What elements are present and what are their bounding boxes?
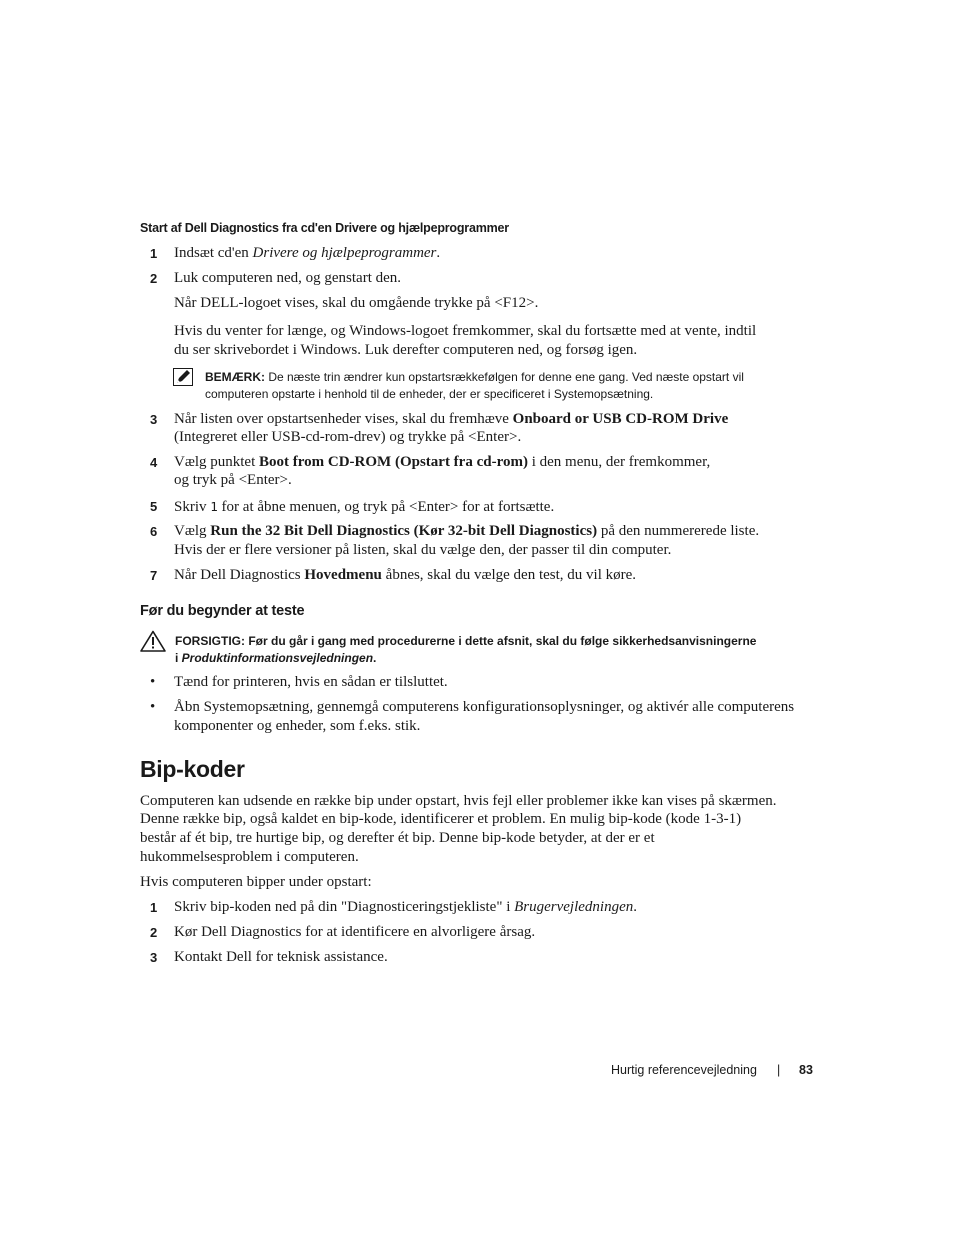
step-text: Luk computeren ned, og genstart den. bbox=[174, 270, 402, 286]
bullet-marker: • bbox=[150, 674, 156, 690]
step-number: 1 bbox=[150, 900, 158, 915]
paragraph: Hvis du venter for længe, og Windows-logoet fremkommer, skal du fortsætte med at vente, indtil bbox=[174, 323, 757, 339]
pencil-note-icon bbox=[173, 368, 193, 386]
step-text: Hvis der er flere versioner på listen, skal du vælge den, der passer til din computer. bbox=[174, 542, 672, 558]
section-heading-beep-codes: Bip-koder bbox=[140, 756, 245, 782]
section-heading-before-testing: Før du begynder at teste bbox=[140, 603, 305, 619]
note-text: BEMÆRK: De næste trin ændrer kun opstartsrækkefølgen for denne ene gang. Ved næste opstart vil bbox=[205, 370, 744, 384]
step-text: Vælg punktet Boot from CD-ROM (Opstart fra cd-rom) i den menu, der fremkommer, bbox=[174, 454, 711, 470]
step-number: 6 bbox=[150, 524, 158, 539]
note-text: computeren opstarte i henhold til de enheder, der er specificeret i Systemopsætning. bbox=[205, 387, 654, 401]
footer-title: Hurtig referencevejledning bbox=[611, 1063, 757, 1077]
paragraph: du ser skrivebordet i Windows. Luk derefter computeren ned, og forsøg igen. bbox=[174, 342, 638, 358]
step-number: 2 bbox=[150, 925, 158, 940]
step-text: Vælg Run the 32 Bit Dell Diagnostics (Kør 32-bit Dell Diagnostics) på den nummererede liste. bbox=[174, 523, 760, 539]
step-text: Når listen over opstartsenheder vises, skal du fremhæve Onboard or USB CD-ROM Drive bbox=[174, 411, 729, 427]
step-number: 3 bbox=[150, 412, 158, 427]
step-text: Kør Dell Diagnostics for at identificere en alvorligere årsag. bbox=[174, 924, 536, 940]
caution-text: FORSIGTIG: Før du går i gang med procedurerne i dette afsnit, skal du følge sikkerhedsanvisningerne bbox=[175, 634, 757, 648]
step-number: 1 bbox=[150, 246, 158, 261]
section-heading-start-diagnostics: Start af Dell Diagnostics fra cd'en Drivere og hjælpeprogrammer bbox=[140, 221, 509, 235]
step-number: 2 bbox=[150, 271, 158, 286]
paragraph: Hvis computeren bipper under opstart: bbox=[140, 874, 372, 890]
step-text: (Integreret eller USB-cd-rom-drev) og trykke på <Enter>. bbox=[174, 429, 522, 445]
paragraph: Denne række bip, også kaldet en bip-kode, identificerer et problem. En mulig bip-kode (kode 1-3-1) bbox=[140, 811, 742, 827]
step-number: 3 bbox=[150, 950, 158, 965]
step-text: og tryk på <Enter>. bbox=[174, 472, 292, 488]
paragraph: består af ét bip, tre hurtige bip, og derefter ét bip. Denne bip-kode betyder, at der er et bbox=[140, 830, 655, 846]
step-text: Skriv 1 for at åbne menuen, og tryk på <Enter> for at fortsætte. bbox=[174, 499, 555, 515]
bullet-marker: • bbox=[150, 699, 156, 715]
footer-separator: | bbox=[777, 1063, 781, 1077]
page-number: 83 bbox=[799, 1063, 813, 1077]
step-number: 5 bbox=[150, 499, 158, 514]
step-text: Når Dell Diagnostics Hovedmenu åbnes, skal du vælge den test, du vil køre. bbox=[174, 567, 637, 583]
paragraph: Når DELL-logoet vises, skal du omgående trykke på <F12>. bbox=[174, 295, 539, 311]
step-text: Kontakt Dell for teknisk assistance. bbox=[174, 949, 388, 965]
step-text: Indsæt cd'en Drivere og hjælpeprogrammer. bbox=[174, 245, 441, 261]
step-text: Skriv bip-koden ned på din "Diagnosticeringstjekliste" i Brugervejledningen. bbox=[174, 899, 637, 915]
step-number: 4 bbox=[150, 455, 158, 470]
caution-triangle-icon bbox=[140, 630, 166, 652]
paragraph: hukommelsesproblem i computeren. bbox=[140, 849, 359, 865]
bullet-text: komponenter og enheder, som f.eks. stik. bbox=[174, 718, 421, 734]
step-number: 7 bbox=[150, 568, 158, 583]
bullet-text: Tænd for printeren, hvis en sådan er tilsluttet. bbox=[174, 674, 448, 690]
caution-text: i Produktinformationsvejledningen. bbox=[175, 651, 377, 665]
bullet-text: Åbn Systemopsætning, gennemgå computerens konfigurationsoplysninger, og aktivér alle computerens bbox=[174, 699, 795, 715]
paragraph: Computeren kan udsende en række bip under opstart, hvis fejl eller problemer ikke kan vises på skærmen. bbox=[140, 793, 777, 809]
